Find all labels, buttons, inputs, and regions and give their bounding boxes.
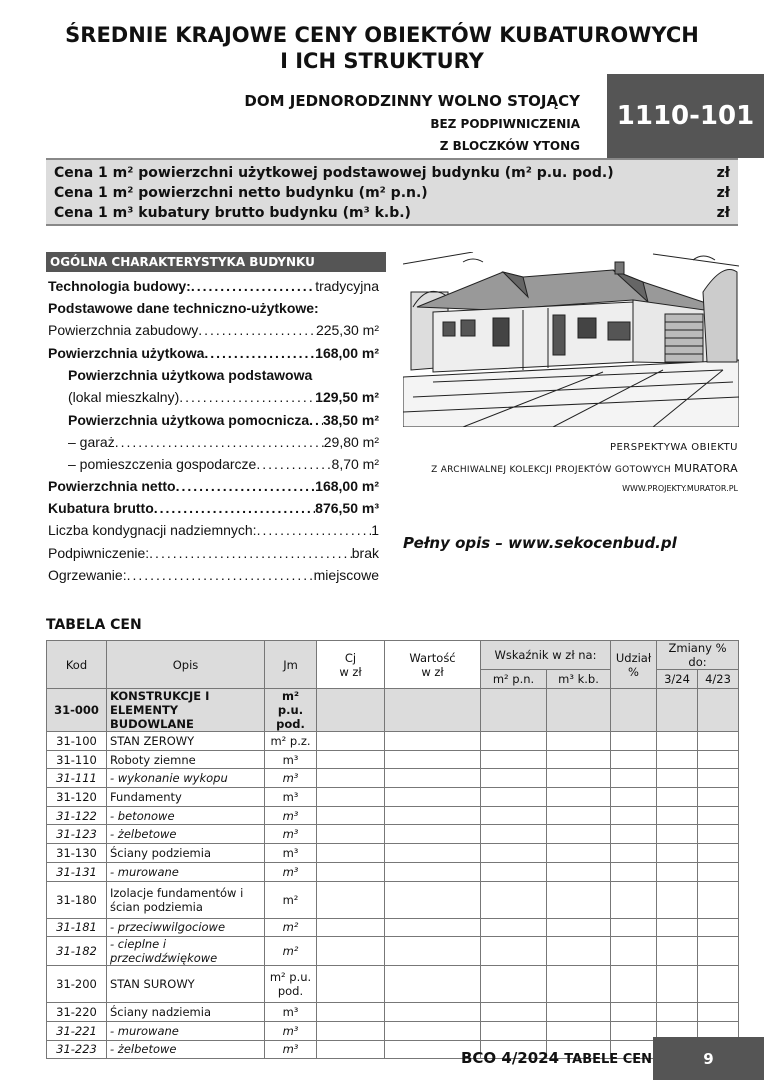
col-header-wartosc [385, 641, 481, 689]
cell-kb [547, 862, 611, 881]
table-row [47, 750, 739, 769]
cell-udzial [611, 1003, 657, 1022]
cell-jm: m² p.u. pod. [265, 966, 317, 1003]
cell-cj [317, 732, 385, 751]
spec-value: 38,50 m² [322, 412, 379, 428]
spec-value: 225,30 m² [315, 322, 379, 338]
spec-value: 1 [371, 522, 379, 538]
cell-kb [547, 844, 611, 863]
spec-label: Kubatura brutto [48, 500, 154, 516]
cell-udzial [611, 918, 657, 937]
cell-z1 [657, 862, 698, 881]
cell-jm: m³ [265, 825, 317, 844]
cell-pn [481, 750, 547, 769]
cell-jm: m² [265, 937, 317, 966]
spec-row [48, 497, 379, 519]
spec-row [48, 475, 379, 497]
cell-kb [547, 689, 611, 732]
price-table [46, 640, 739, 1059]
cell-udzial [611, 825, 657, 844]
illustration-url: WWW.PROJEKTY.MURATOR.PL [622, 484, 738, 493]
cell-z1 [657, 881, 698, 918]
price-table-title: TABELA CEN [46, 617, 142, 633]
cell-jm: m³ [265, 1003, 317, 1022]
col-header-jm: Jm [265, 641, 317, 689]
table-row [47, 788, 739, 807]
cell-cj [317, 750, 385, 769]
cell-z2 [698, 918, 739, 937]
cell-z2 [698, 844, 739, 863]
spec-label: – garaż [68, 434, 115, 450]
col-header-wskaznik: Wskaźnik w zł na: [481, 641, 611, 670]
cell-wartosc [385, 788, 481, 807]
cell-z2 [698, 1003, 739, 1022]
cell-opis: - przeciwwilgociowe [107, 918, 265, 937]
cell-opis: - żelbetowe [107, 825, 265, 844]
leader-dots [127, 564, 314, 586]
spec-row [68, 453, 379, 475]
col-header-cj-line1: Cj [344, 650, 357, 665]
table-row [47, 689, 739, 732]
cell-z2 [698, 806, 739, 825]
cell-cj [317, 769, 385, 788]
cell-z2 [698, 750, 739, 769]
cell-opis: KONSTRUKCJE I ELEMENTY BUDOWLANE [107, 689, 265, 732]
title-line-1: ŚREDNIE KRAJOWE CENY OBIEKTÓW KUBATUROWYCH [65, 23, 699, 47]
cell-opis: - murowane [107, 862, 265, 881]
cell-z1 [657, 844, 698, 863]
cell-kb [547, 750, 611, 769]
cell-z1 [657, 788, 698, 807]
spec-label: Powierzchnia użytkowa pomocnicza [68, 412, 310, 428]
table-row [47, 844, 739, 863]
cell-udzial [611, 937, 657, 966]
cell-kod: 31-223 [47, 1040, 107, 1059]
object-sub-1: BEZ PODPIWNICZENIA [430, 117, 580, 131]
cell-z2 [698, 862, 739, 881]
spec-value: 129,50 m² [315, 389, 379, 405]
cell-jm: m² p.z. [265, 732, 317, 751]
cell-kod: 31-200 [47, 966, 107, 1003]
spec-row [48, 275, 379, 297]
cell-opis: - wykonanie wykopu [107, 769, 265, 788]
col-header-pn: m² p.n. [481, 670, 547, 689]
table-row [47, 825, 739, 844]
spec-value: tradycyjna [315, 278, 379, 294]
cell-wartosc [385, 689, 481, 732]
col-header-cj-line2: w zł [339, 664, 362, 679]
cell-kod: 31-181 [47, 918, 107, 937]
cell-cj [317, 937, 385, 966]
table-row [47, 769, 739, 788]
illustration-source [431, 462, 738, 475]
cell-z2 [698, 689, 739, 732]
cell-jm: m³ [265, 788, 317, 807]
leader-dots [115, 431, 324, 453]
cell-wartosc [385, 732, 481, 751]
cell-jm: m² [265, 918, 317, 937]
spec-label: Powierzchnia użytkowa [48, 345, 205, 361]
cell-z1 [657, 750, 698, 769]
cell-opis: - cieplne i przeciwdźwiękowe [107, 937, 265, 966]
spec-label: (lokal mieszkalny) [68, 389, 180, 405]
col-header-zmiany: Zmiany % do: [657, 641, 739, 670]
cell-kb [547, 937, 611, 966]
cell-wartosc [385, 825, 481, 844]
cell-kod: 31-110 [47, 750, 107, 769]
spec-value: brak [351, 545, 379, 561]
cell-wartosc [385, 918, 481, 937]
cell-pn [481, 825, 547, 844]
spec-row [68, 409, 379, 431]
leader-dots [176, 475, 316, 497]
cell-pn [481, 806, 547, 825]
cell-pn [481, 844, 547, 863]
cell-kb [547, 769, 611, 788]
cell-kod: 31-000 [47, 689, 107, 732]
cell-z2 [698, 825, 739, 844]
leader-dots [204, 342, 315, 364]
cell-udzial [611, 769, 657, 788]
cell-kb [547, 881, 611, 918]
cell-z1 [657, 732, 698, 751]
cell-kod: 31-221 [47, 1021, 107, 1040]
cell-kb [547, 788, 611, 807]
spec-label: Technologia budowy: [48, 278, 191, 294]
spec-label: Powierzchnia użytkowa podstawowa [68, 367, 313, 383]
characteristics-header: OGÓLNA CHARAKTERYSTYKA BUDYNKU [46, 252, 386, 272]
cell-opis: STAN ZEROWY [107, 732, 265, 751]
cell-opis: Ściany podziemia [107, 844, 265, 863]
cell-jm: m³ [265, 1040, 317, 1059]
cell-kb [547, 1003, 611, 1022]
cell-opis: - betonowe [107, 806, 265, 825]
cell-z2 [698, 881, 739, 918]
full-description-link[interactable]: Pełny opis – www.sekocenbud.pl [403, 534, 677, 552]
illustration-source-brand: MURATORA [674, 462, 738, 475]
cell-z1 [657, 689, 698, 732]
spec-label: Powierzchnia zabudowy [48, 322, 199, 338]
cell-wartosc [385, 937, 481, 966]
col-header-udzial [611, 641, 657, 689]
spec-label: Ogrzewanie: [48, 567, 127, 583]
table-row [47, 937, 739, 966]
cell-cj [317, 844, 385, 863]
spec-row [48, 342, 379, 364]
cell-pn [481, 937, 547, 966]
col-header-z1: 3/24 [657, 670, 698, 689]
col-header-udzial-line2: % [628, 664, 639, 679]
cell-pn [481, 689, 547, 732]
cell-udzial [611, 844, 657, 863]
leader-dots [256, 453, 331, 475]
spec-value: 29,80 m² [323, 434, 379, 450]
cell-z1 [657, 918, 698, 937]
cell-wartosc [385, 806, 481, 825]
spec-label: – pomieszczenia gospodarcze [68, 456, 257, 472]
object-name: DOM JEDNORODZINNY WOLNO STOJĄCY [244, 92, 580, 110]
spec-row [48, 519, 379, 541]
cell-opis: STAN SUROWY [107, 966, 265, 1003]
spec-subheader [48, 297, 379, 319]
spec-value: 168,00 m² [315, 345, 379, 361]
cell-kb [547, 825, 611, 844]
cell-z2 [698, 788, 739, 807]
table-row [47, 881, 739, 918]
spec-value: miejscowe [313, 567, 379, 583]
table-row [47, 732, 739, 751]
cell-cj [317, 806, 385, 825]
spec-label: Liczba kondygnacji nadziemnych: [48, 522, 257, 538]
cell-wartosc [385, 844, 481, 863]
cell-wartosc [385, 1003, 481, 1022]
col-header-kb: m³ k.b. [547, 670, 611, 689]
leader-dots [149, 542, 352, 564]
object-code: 1110-101 [607, 74, 764, 158]
spec-row [68, 431, 379, 453]
cell-z1 [657, 825, 698, 844]
price-label: Cena 1 m² powierzchni użytkowej podstawowej budynku (m² p.u. pod.) [54, 165, 614, 181]
col-header-z2: 4/23 [698, 670, 739, 689]
cell-cj [317, 825, 385, 844]
table-row [47, 806, 739, 825]
cell-z1 [657, 769, 698, 788]
cell-jm: m³ [265, 844, 317, 863]
cell-z1 [657, 937, 698, 966]
cell-udzial [611, 806, 657, 825]
cell-pn [481, 732, 547, 751]
price-row [54, 203, 730, 223]
cell-opis: Roboty ziemne [107, 750, 265, 769]
leader-dots [309, 409, 323, 431]
cell-udzial [611, 788, 657, 807]
table-row [47, 966, 739, 1003]
spec-row [48, 564, 379, 586]
cell-pn [481, 918, 547, 937]
cell-udzial [611, 750, 657, 769]
price-unit: zł [716, 205, 730, 221]
cell-cj [317, 1003, 385, 1022]
col-header-kod: Kod [47, 641, 107, 689]
table-row [47, 1003, 739, 1022]
spec-row [48, 319, 379, 341]
cell-z2 [698, 769, 739, 788]
cell-opis: Fundamenty [107, 788, 265, 807]
cell-wartosc [385, 750, 481, 769]
cell-wartosc [385, 966, 481, 1003]
page-number: 9 [653, 1037, 764, 1080]
cell-kb [547, 732, 611, 751]
spec-label: Podstawowe dane techniczno-użytkowe: [48, 300, 319, 316]
cell-cj [317, 966, 385, 1003]
table-row [47, 862, 739, 881]
col-header-udzial-line1: Udział [615, 650, 652, 665]
spec-value: 8,70 m² [331, 456, 379, 472]
price-label: Cena 1 m² powierzchni netto budynku (m² p.n.) [54, 185, 428, 201]
leader-dots [179, 386, 315, 408]
illustration-source-text: Z ARCHIWALNEJ KOLEKCJI PROJEKTÓW GOTOWYCH [431, 465, 671, 475]
cell-jm: m³ [265, 750, 317, 769]
cell-kb [547, 966, 611, 1003]
cell-cj [317, 918, 385, 937]
title-line-2: I ICH STRUKTURY [280, 49, 484, 73]
spec-value: 876,50 m³ [315, 500, 379, 516]
cell-z1 [657, 806, 698, 825]
spec-subheader [68, 364, 379, 386]
cell-pn [481, 862, 547, 881]
cell-udzial [611, 862, 657, 881]
table-row [47, 918, 739, 937]
cell-jm: m³ [265, 769, 317, 788]
cell-kod: 31-120 [47, 788, 107, 807]
spec-label: Podpiwniczenie: [48, 545, 150, 561]
leader-dots [191, 275, 315, 297]
object-sub-2: Z BLOCZKÓW YTONG [439, 139, 580, 153]
col-header-cj [317, 641, 385, 689]
cell-cj [317, 881, 385, 918]
cell-kb [547, 806, 611, 825]
page-footer [0, 1037, 764, 1080]
col-header-opis: Opis [107, 641, 265, 689]
price-unit: zł [716, 185, 730, 201]
spec-value: 168,00 m² [315, 478, 379, 494]
cell-pn [481, 966, 547, 1003]
cell-kod: 31-182 [47, 937, 107, 966]
cell-udzial [611, 881, 657, 918]
footer-section: TABELE CEN [564, 1052, 652, 1067]
cell-cj [317, 788, 385, 807]
cell-udzial [611, 966, 657, 1003]
spec-row [48, 542, 379, 564]
cell-kod: 31-111 [47, 769, 107, 788]
cell-pn [481, 769, 547, 788]
cell-kod: 31-131 [47, 862, 107, 881]
footer-pub: BCO 4/2024 [460, 1049, 560, 1067]
cell-z1 [657, 966, 698, 1003]
cell-kod: 31-122 [47, 806, 107, 825]
cell-kod: 31-100 [47, 732, 107, 751]
cell-wartosc [385, 862, 481, 881]
price-label: Cena 1 m³ kubatury brutto budynku (m³ k.b.) [54, 205, 411, 221]
cell-opis: - żelbetowe [107, 1040, 265, 1059]
cell-opis: Ściany nadziemia [107, 1003, 265, 1022]
cell-pn [481, 788, 547, 807]
cell-kb [547, 918, 611, 937]
cell-opis: - murowane [107, 1021, 265, 1040]
cell-cj [317, 689, 385, 732]
cell-cj [317, 862, 385, 881]
leader-dots [154, 497, 315, 519]
cell-jm: m³ [265, 862, 317, 881]
cell-pn [481, 1003, 547, 1022]
leader-dots [198, 319, 316, 341]
cell-opis: Izolacje fundamentów i ścian podziemia [107, 881, 265, 918]
leader-dots [257, 519, 372, 541]
page-title [0, 22, 764, 74]
illustration-caption: PERSPEKTYWA OBIEKTU [609, 442, 738, 453]
col-header-wartosc-line2: w zł [421, 664, 444, 679]
price-row [54, 163, 730, 183]
cell-udzial [611, 732, 657, 751]
cell-kod: 31-180 [47, 881, 107, 918]
cell-z2 [698, 732, 739, 751]
spec-row [68, 386, 379, 408]
cell-jm: m³ [265, 1021, 317, 1040]
cell-z2 [698, 937, 739, 966]
cell-jm: m² p.u. pod. [265, 689, 317, 732]
cell-udzial [611, 689, 657, 732]
cell-kod: 31-130 [47, 844, 107, 863]
cell-z1 [657, 1003, 698, 1022]
cell-jm: m³ [265, 806, 317, 825]
cell-wartosc [385, 769, 481, 788]
cell-wartosc [385, 881, 481, 918]
spec-label: Powierzchnia netto [48, 478, 176, 494]
footer-publication [461, 1049, 652, 1067]
col-header-wartosc-line1: Wartość [409, 650, 456, 665]
price-row [54, 183, 730, 203]
cell-pn [481, 881, 547, 918]
price-unit: zł [716, 165, 730, 181]
price-box [46, 158, 738, 226]
cell-kod: 31-220 [47, 1003, 107, 1022]
cell-jm: m² [265, 881, 317, 918]
cell-z2 [698, 966, 739, 1003]
house-perspective-illustration [403, 252, 739, 427]
cell-kod: 31-123 [47, 825, 107, 844]
